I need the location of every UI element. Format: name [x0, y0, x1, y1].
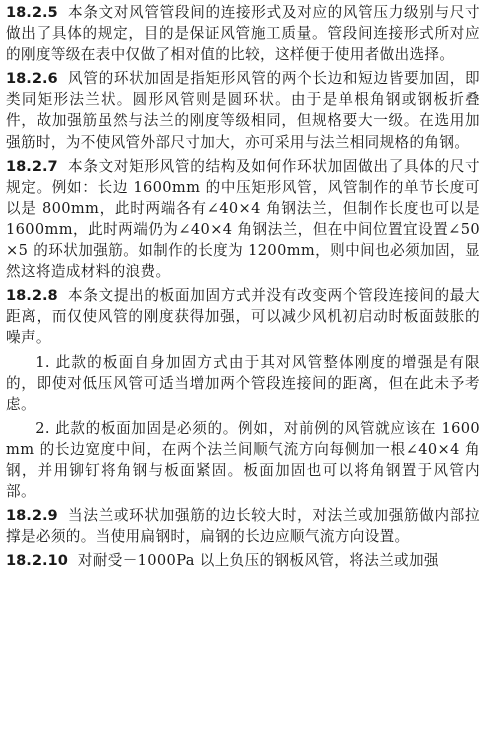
clause-text: 对耐受－1000Pa 以上负压的钢板风管，将法兰或加强: [77, 552, 439, 570]
clause-18-2-6: [6, 68, 480, 152]
clause-number: 18.2.8: [6, 287, 58, 305]
clause-text: 风管的环状加固是指矩形风管的两个长边和短边皆要加固，即类同矩形法兰状。圆形风管则是圆环状。由于是单根角钢或钢板折叠件，故加强筋虽然与法兰的刚度等级相同，但规格要大一级。在选用加强筋时，为不使风管外部尺寸加大，亦可采用与法兰相同规格的角钢。: [6, 70, 480, 151]
clause-18-2-10: [6, 550, 480, 571]
clause-number: 18.2.9: [6, 507, 58, 525]
list-item-text: 1. 此款的板面自身加固方式由于其对风管整体刚度的增强是有限的，即使对低压风管可适当增加两个管段连接间的距离，但在此未予考虑。: [6, 353, 480, 413]
clause-18-2-8-item-2: [6, 418, 480, 502]
clause-text: 本条文提出的板面加固方式并没有改变两个管段连接间的最大距离，而仅使风管的刚度获得加强，可以减少风机初启动时板面鼓胀的噪声。: [6, 287, 480, 347]
clause-text: 本条文对矩形风管的结构及如何作环状加固做出了具体的尺寸规定。例如：长边 1600mm 的中压矩形风管，风管制作的单节长度可以是 800mm，此时两端各有∠40×4 角钢法兰，但制作长度也可以是 1600mm，此时两端仍为∠40×4 角钢法兰，但在中间位置宜设置∠50×5 的环状加强筋。如制作的长度为 1200mm，则中间也必须加固，显然这将造成材料的浪费。: [6, 157, 480, 281]
clause-text: 当法兰或环状加强筋的边长较大时，对法兰或加强筋做内部拉撑是必须的。当使用扁钢时，扁钢的长边应顺气流方向设置。: [6, 507, 480, 546]
clause-number: 18.2.7: [6, 157, 58, 175]
clause-18-2-7: [6, 156, 480, 283]
clause-18-2-8: [6, 285, 480, 348]
clause-number: 18.2.5: [6, 4, 58, 21]
clause-text: 本条文对风管管段间的连接形式及对应的风管压力级别与尺寸做出了具体的规定，目的是保证风管施工质量。管段间连接形式所对应的刚度等级在表中仅做了相对值的比较，这样便于使用者做出选择。: [6, 4, 480, 64]
clause-number: 18.2.10: [6, 552, 68, 570]
document-page: [6, 2, 480, 742]
clause-18-2-8-item-1: [6, 352, 480, 415]
clause-18-2-5: [6, 2, 480, 65]
list-item-text: 2. 此款的板面加固是必须的。例如，对前例的风管就应该在 1600mm 的长边宽度中间，在两个法兰间顺气流方向每侧加一根∠40×4 角钢，并用铆钉将角钢与板面紧固。板面加固也可以将角钢置于风管内部。: [6, 419, 480, 501]
clause-number: 18.2.6: [6, 70, 58, 88]
clause-18-2-9: [6, 505, 480, 547]
